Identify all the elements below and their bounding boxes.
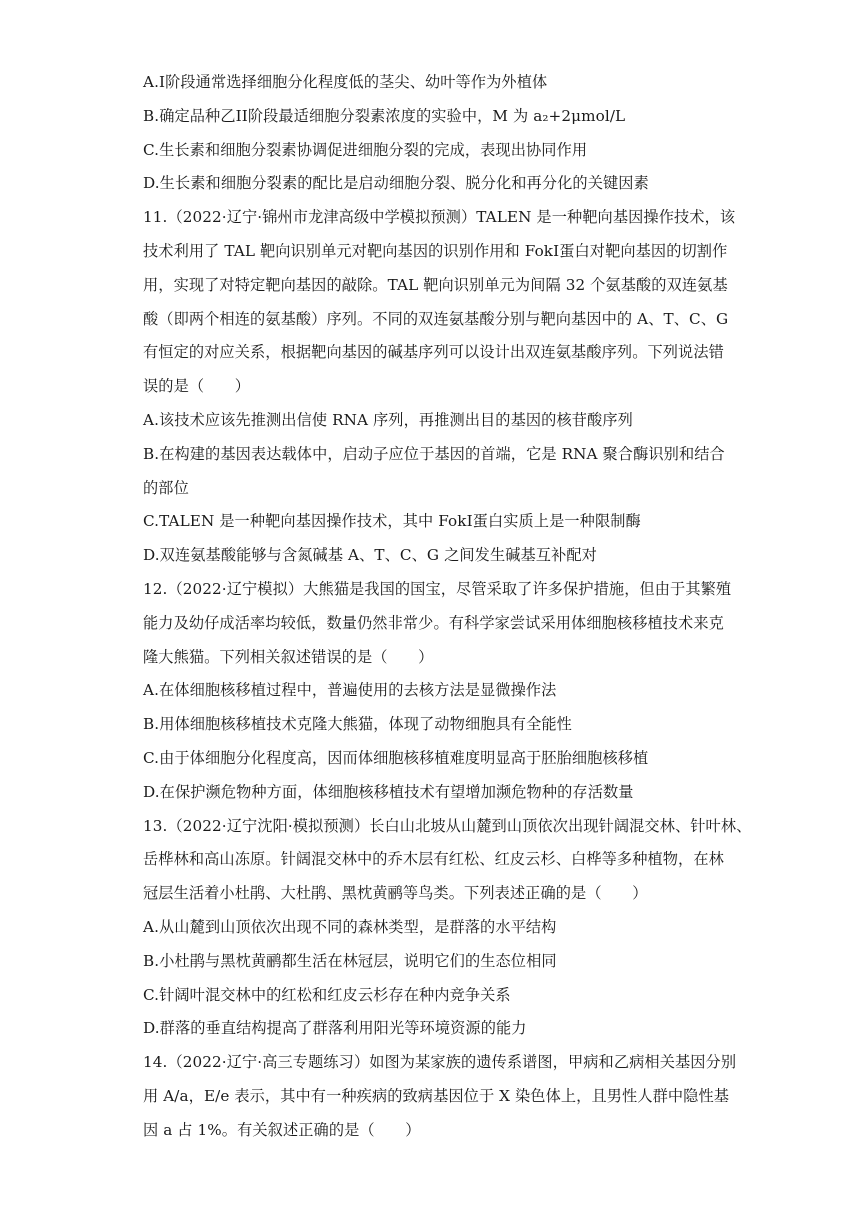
q14-stem-line: 因 a 占 1%。有关叙述正确的是（ ） bbox=[143, 1120, 421, 1139]
q10-option-b: B.确定品种乙II阶段最适细胞分裂素浓度的实验中，M 为 a₂+2μmol/L bbox=[143, 106, 626, 125]
q12-options bbox=[143, 674, 723, 809]
question-10-options bbox=[143, 66, 723, 201]
q13-options bbox=[143, 911, 723, 1046]
q13-option-b: B.小杜鹃与黑枕黄鹂都生活在林冠层，说明它们的生态位相同 bbox=[143, 951, 557, 970]
q11-option-d: D.双连氨基酸能够与含氮碱基 A、T、C、G 之间发生碱基互补配对 bbox=[143, 546, 597, 565]
q13-option-d: D.群落的垂直结构提高了群落利用阳光等环境资源的能力 bbox=[143, 1019, 527, 1038]
q14-stem-line: 14.（2022·辽宁·高三专题练习）如图为某家族的遗传系谱图，甲病和乙病相关基因分别 bbox=[143, 1053, 737, 1072]
q12-option-b: B.用体细胞核移植技术克隆大熊猫，体现了动物细胞具有全能性 bbox=[143, 715, 572, 734]
q11-stem-line: 11.（2022·辽宁·锦州市龙津高级中学模拟预测）TALEN 是一种靶向基因操作技术，该 bbox=[143, 208, 736, 227]
q11-stem-line: 用，实现了对特定靶向基因的敲除。TAL 靶向识别单元为间隔 32 个氨基酸的双连氨基 bbox=[143, 275, 728, 294]
q10-option-d: D.生长素和细胞分裂素的配比是启动细胞分裂、脱分化和再分化的关键因素 bbox=[143, 174, 649, 193]
q13-stem-line: 岳桦林和高山冻原。针阔混交林中的乔木层有红松、红皮云杉、白桦等多种植物，在林 bbox=[143, 850, 724, 869]
question-11 bbox=[143, 201, 736, 573]
q13-stem bbox=[143, 810, 752, 911]
q11-options bbox=[143, 404, 723, 573]
question-14 bbox=[143, 1046, 737, 1147]
question-13 bbox=[143, 810, 752, 1047]
q12-stem-line: 能力及幼仔成活率均较低，数量仍然非常少。有科学家尝试采用体细胞核移植技术来克 bbox=[143, 613, 724, 632]
q11-option-a: A.该技术应该先推测出信使 RNA 序列，再推测出目的基因的核苷酸序列 bbox=[143, 410, 633, 429]
q14-stem bbox=[143, 1046, 737, 1147]
question-12 bbox=[143, 573, 732, 810]
q11-option-b-cont: 的部位 bbox=[143, 478, 189, 497]
q11-option-b: B.在构建的基因表达载体中，启动子应位于基因的首端，它是 RNA 聚合酶识别和结合 bbox=[143, 444, 725, 463]
q11-stem-line: 误的是（ ） bbox=[143, 377, 251, 396]
q11-stem-line: 有恒定的对应关系，根据靶向基因的碱基序列可以设计出双连氨基酸序列。下列说法错 bbox=[143, 343, 724, 362]
document-page bbox=[143, 66, 752, 1148]
q11-stem bbox=[143, 201, 736, 404]
q13-stem-line: 13.（2022·辽宁沈阳·模拟预测）长白山北坡从山麓到山顶依次出现针阔混交林、针叶林、 bbox=[143, 816, 752, 835]
q11-option-c: C.TALEN 是一种靶向基因操作技术，其中 FokI蛋白实质上是一种限制酶 bbox=[143, 512, 641, 531]
q12-option-c: C.由于体细胞分化程度高，因而体细胞核移植难度明显高于胚胎细胞核移植 bbox=[143, 748, 649, 767]
q10-option-c: C.生长素和细胞分裂素协调促进细胞分裂的完成，表现出协同作用 bbox=[143, 140, 588, 159]
q11-stem-line: 酸（即两个相连的氨基酸）序列。不同的双连氨基酸分别与靶向基因中的 A、T、C、G bbox=[143, 309, 729, 328]
q12-stem-line: 12.（2022·辽宁模拟）大熊猫是我国的国宝，尽管采取了许多保护措施，但由于其繁殖 bbox=[143, 579, 732, 598]
q14-stem-line: 用 A/a，E/e 表示，其中有一种疾病的致病基因位于 X 染色体上，且男性人群中隐性基 bbox=[143, 1086, 730, 1105]
q12-option-d: D.在保护濒危物种方面，体细胞核移植技术有望增加濒危物种的存活数量 bbox=[143, 782, 634, 801]
q13-stem-line: 冠层生活着小杜鹃、大杜鹃、黑枕黄鹂等鸟类。下列表述正确的是（ ） bbox=[143, 884, 648, 903]
q12-stem bbox=[143, 573, 732, 674]
q12-stem-line: 隆大熊猫。下列相关叙述错误的是（ ） bbox=[143, 647, 434, 666]
q10-option-a: A.I阶段通常选择细胞分化程度低的茎尖、幼叶等作为外植体 bbox=[143, 73, 548, 91]
q13-option-c: C.针阔叶混交林中的红松和红皮云杉存在种内竞争关系 bbox=[143, 985, 511, 1004]
q11-stem-line: 技术利用了 TAL 靶向识别单元对靶向基因的识别作用和 FokI蛋白对靶向基因的切割作 bbox=[143, 241, 728, 260]
q12-option-a: A.在体细胞核移植过程中，普遍使用的去核方法是显微操作法 bbox=[143, 681, 557, 700]
q13-option-a: A.从山麓到山顶依次出现不同的森林类型，是群落的水平结构 bbox=[143, 917, 557, 936]
